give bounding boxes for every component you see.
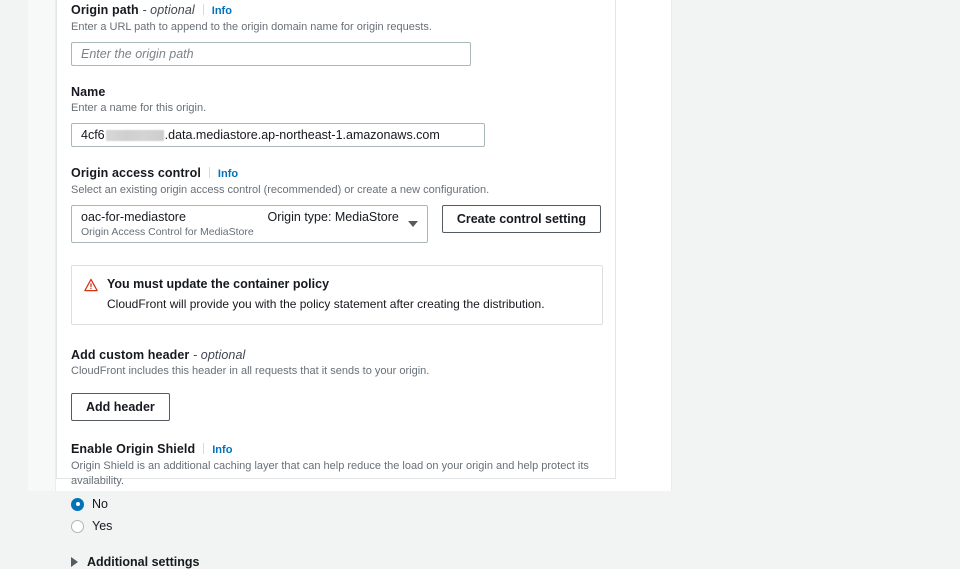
redacted-block <box>106 130 164 141</box>
origin-path-label: Origin path - optional <box>71 3 195 17</box>
select-selected-description: Origin Access Control for MediaStore <box>81 226 254 238</box>
origin-shield-option-yes[interactable] <box>71 519 601 533</box>
radio-yes-label: Yes <box>92 519 113 533</box>
name-label-row <box>71 84 601 100</box>
origin-shield-info-link[interactable]: Info <box>212 444 233 456</box>
origin-access-control-description: Select an existing origin access control (recommended) or create a new configuration. <box>71 184 490 196</box>
select-main-row <box>81 210 399 224</box>
custom-header-optional-tag: - optional <box>192 348 246 362</box>
custom-header-field <box>71 347 601 421</box>
create-control-setting-button[interactable]: Create control setting <box>442 205 601 233</box>
label-separator <box>203 4 204 15</box>
chevron-down-icon[interactable] <box>408 221 418 227</box>
origin-access-control-select[interactable] <box>71 205 428 243</box>
chevron-right-icon[interactable] <box>71 557 78 567</box>
select-selected-value: oac-for-mediastore <box>81 210 186 224</box>
name-label: Name <box>71 85 106 99</box>
origin-access-control-row <box>71 205 601 243</box>
custom-header-label: Add custom header - optional <box>71 348 246 362</box>
origin-shield-option-no[interactable] <box>71 497 601 511</box>
additional-settings-expander[interactable] <box>71 555 601 569</box>
warning-triangle-icon <box>84 278 98 312</box>
alert-body: CloudFront will provide you with the policy statement after creating the distribution. <box>107 297 545 311</box>
container-policy-alert <box>71 265 603 325</box>
panel-gutter <box>28 0 56 491</box>
name-input[interactable] <box>71 123 485 147</box>
origin-access-control-label-row <box>71 165 601 182</box>
radio-no-label: No <box>92 497 108 511</box>
origin-path-field <box>71 2 601 66</box>
custom-header-label-row <box>71 347 601 363</box>
origin-shield-label: Enable Origin Shield <box>71 442 196 456</box>
label-separator <box>203 443 204 454</box>
origin-access-control-field <box>71 165 601 243</box>
name-value-suffix: .data.mediastore.ap-northeast-1.amazonaws.com <box>164 128 440 142</box>
origin-shield-label-row <box>71 441 601 458</box>
additional-settings-label: Additional settings <box>87 555 200 569</box>
origin-settings-card <box>56 0 616 569</box>
origin-access-control-info-link[interactable]: Info <box>217 168 239 180</box>
origin-shield-field <box>71 441 601 533</box>
radio-no-icon[interactable] <box>71 498 84 511</box>
origin-path-info-link[interactable]: Info <box>211 5 232 17</box>
radio-yes-icon[interactable] <box>71 520 84 533</box>
alert-text-block <box>107 277 545 312</box>
origin-path-optional-tag: - optional <box>142 3 195 17</box>
alert-title: You must update the container policy <box>107 277 330 291</box>
origin-path-input[interactable]: Enter the origin path <box>71 42 471 66</box>
name-description: Enter a name for this origin. <box>71 102 207 114</box>
select-origin-type: Origin type: MediaStore <box>267 210 399 224</box>
add-header-button[interactable]: Add header <box>71 393 170 421</box>
label-separator <box>209 167 210 178</box>
origin-shield-description: Origin Shield is an additional caching layer that can help reduce the load on your origin and help protect its availability. <box>71 460 589 487</box>
origin-path-label-row <box>71 2 601 19</box>
name-value-prefix: 4cf6 <box>81 128 105 142</box>
custom-header-description: CloudFront includes this header in all requests that it sends to your origin. <box>71 365 430 377</box>
name-input-value <box>81 128 440 142</box>
origin-path-description: Enter a URL path to append to the origin domain name for origin requests. <box>71 21 432 33</box>
name-field <box>71 84 601 147</box>
origin-access-control-label: Origin access control <box>71 166 201 180</box>
